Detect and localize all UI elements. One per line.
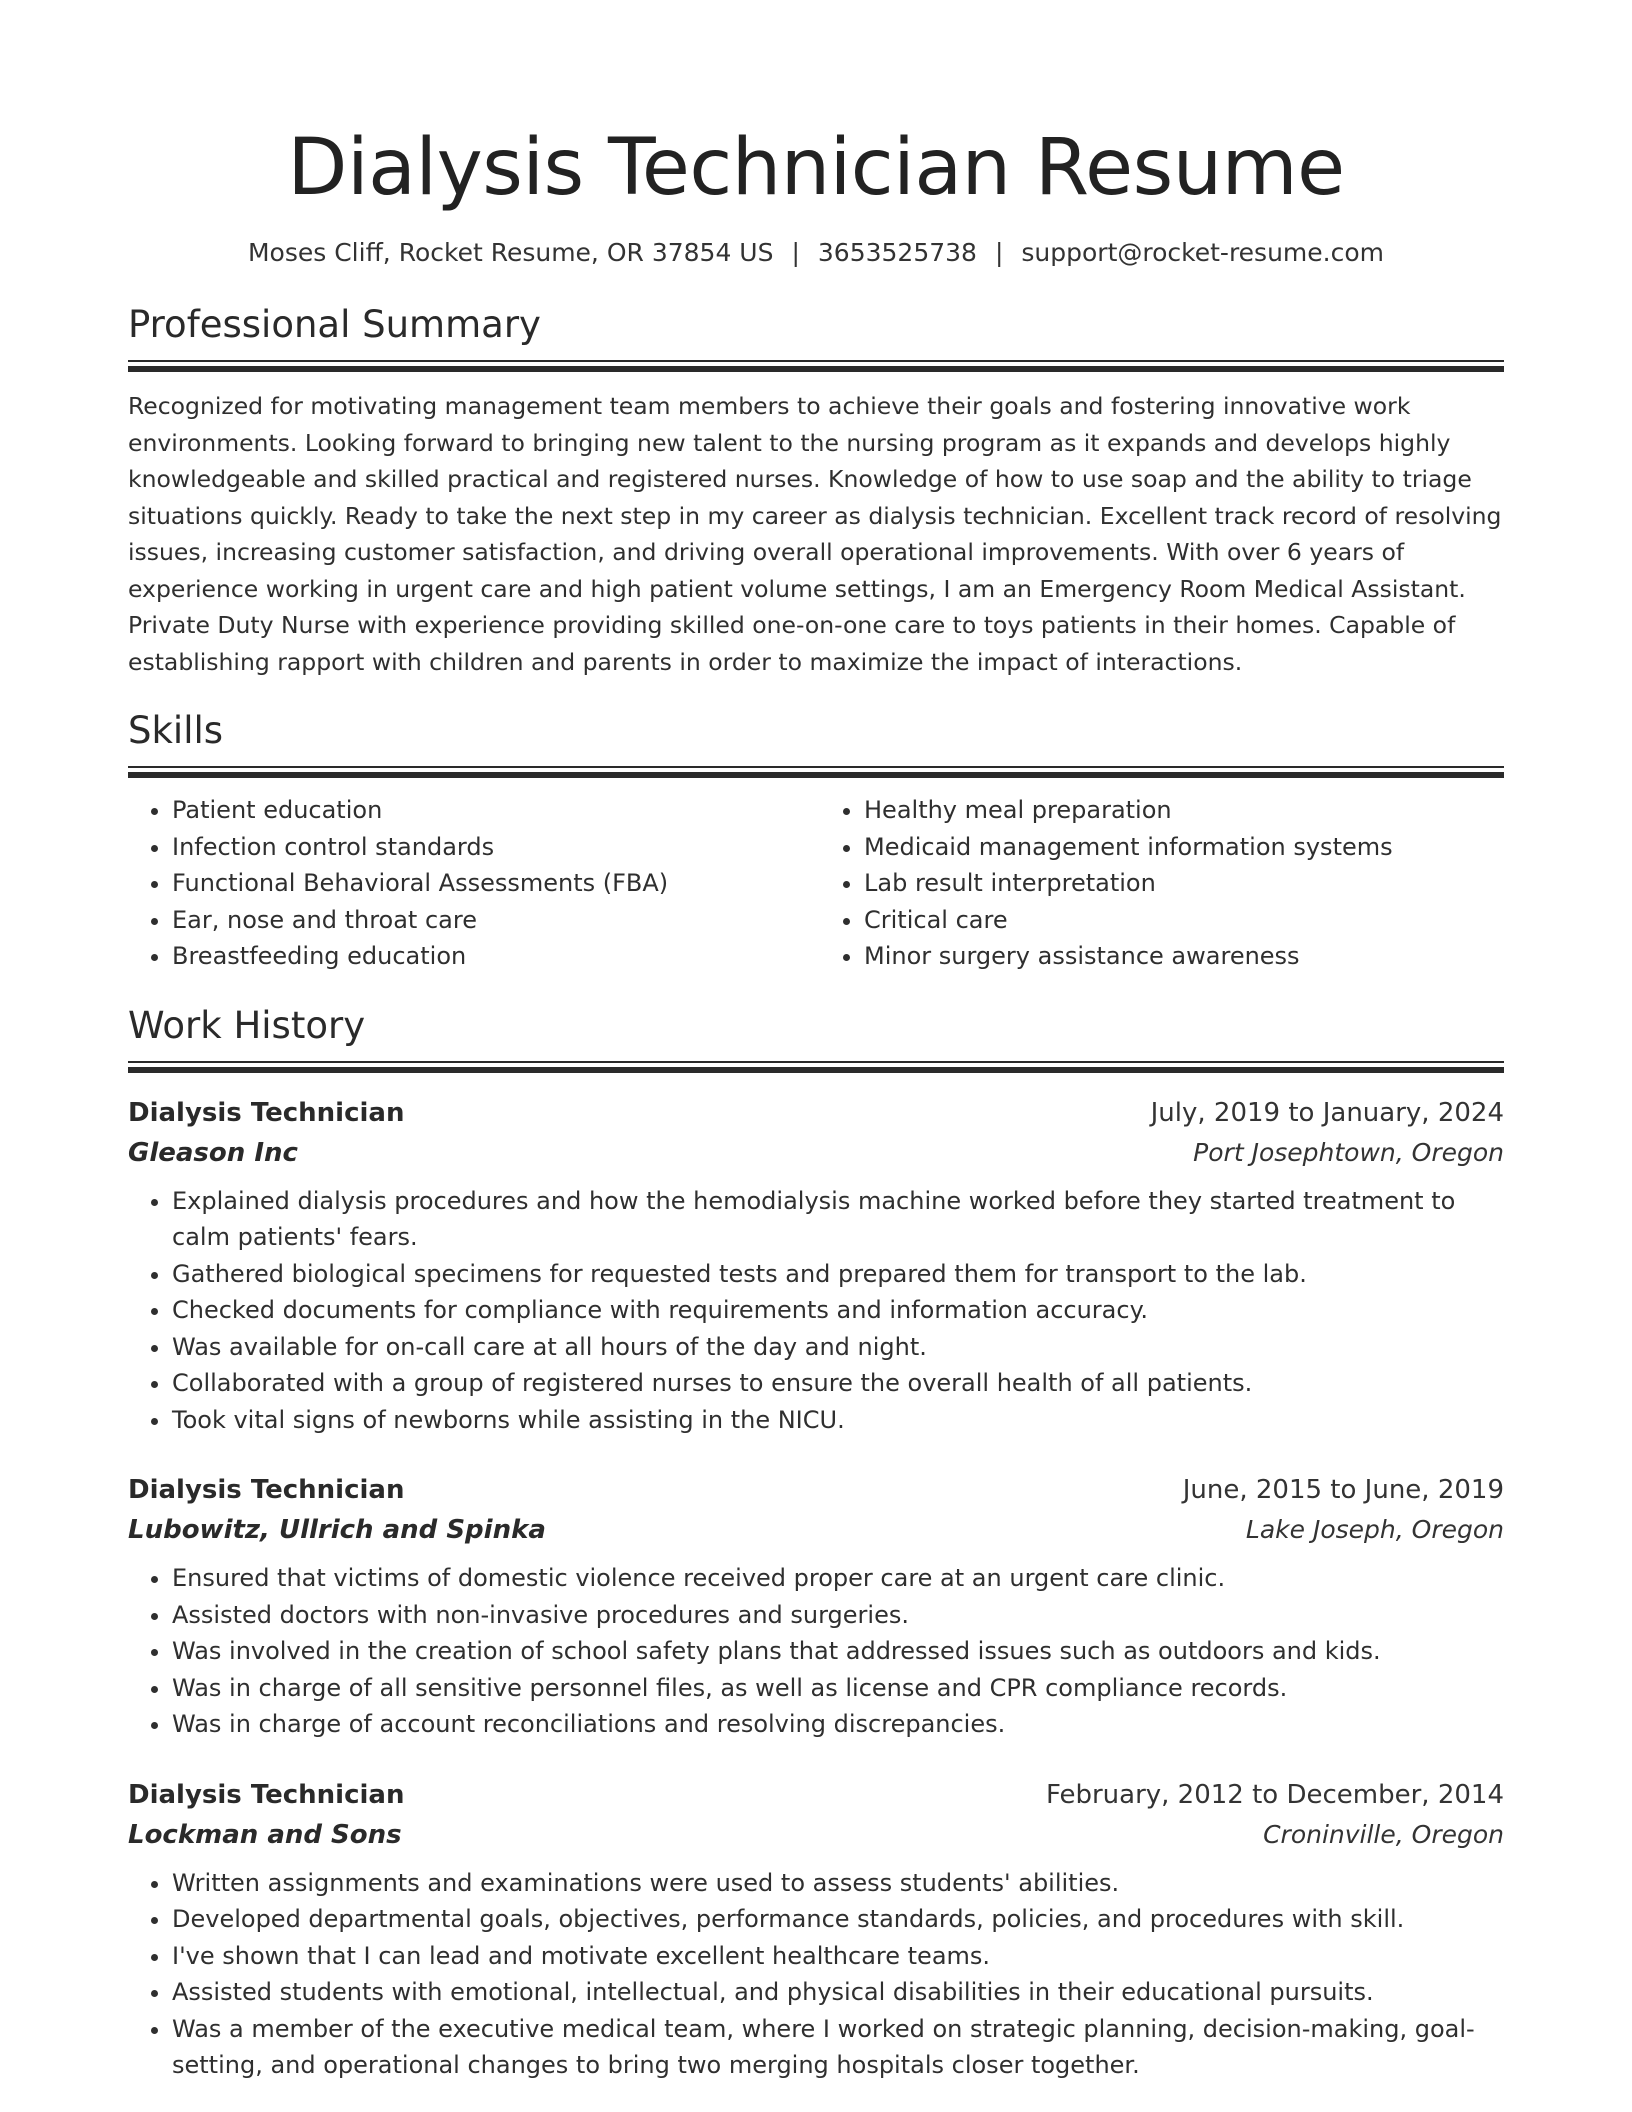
job-entry — [128, 1093, 1504, 1439]
job-bullets — [128, 1865, 1504, 2084]
section-divider — [128, 766, 1504, 778]
job-bullet: • Written assignments and examinations were used to assess students' abilities. — [172, 1865, 1504, 1902]
skills-columns — [128, 792, 1504, 975]
job-location: Port Josephtown, Oregon — [1193, 1137, 1504, 1167]
skill-item: • Critical care — [864, 902, 1504, 939]
contact-separator: | — [994, 238, 1004, 267]
skill-item: • Infection control standards — [172, 829, 816, 866]
contact-line — [128, 236, 1504, 270]
job-bullet: • Was involved in the creation of school safety plans that addressed issues such as outdoors and kids. — [172, 1633, 1504, 1670]
skill-item: • Medicaid management information systems — [864, 829, 1504, 866]
resume-title: Dialysis Technician Resume — [287, 123, 1345, 213]
job-bullet: • Explained dialysis procedures and how the hemodialysis machine worked before they started treatment to calm patients' fears. — [172, 1183, 1504, 1256]
skill-item: • Minor surgery assistance awareness — [864, 938, 1504, 975]
job-bullet: • Was a member of the executive medical team, where I worked on strategic planning, decision-making, goal-setting, and operational changes to bring two merging hospitals closer together. — [172, 2011, 1504, 2084]
job-bullet: • Was in charge of all sensitive personnel files, as well as license and CPR compliance records. — [172, 1670, 1504, 1707]
skill-item: • Breastfeeding education — [172, 938, 816, 975]
job-bullet: • Took vital signs of newborns while assisting in the NICU. — [172, 1402, 1504, 1439]
job-bullet: • I've shown that I can lead and motivate excellent healthcare teams. — [172, 1938, 1504, 1975]
job-bullet: • Gathered biological specimens for requested tests and prepared them for transport to the lab. — [172, 1256, 1504, 1293]
job-bullet: • Was in charge of account reconciliations and resolving discrepancies. — [172, 1706, 1504, 1743]
job-title: Dialysis Technician — [128, 1779, 405, 1810]
job-bullet: • Assisted doctors with non-invasive procedures and surgeries. — [172, 1597, 1504, 1634]
job-bullet: • Collaborated with a group of registered nurses to ensure the overall health of all patients. — [172, 1365, 1504, 1402]
job-bullets — [128, 1183, 1504, 1439]
skill-item: • Patient education — [172, 792, 816, 829]
skill-item: • Ear, nose and throat care — [172, 902, 816, 939]
job-bullet: • Was available for on-call care at all hours of the day and night. — [172, 1329, 1504, 1366]
section-heading: Professional Summary — [128, 303, 541, 346]
job-title: Dialysis Technician — [128, 1097, 405, 1128]
job-company: Lubowitz, Ullrich and Spinka — [128, 1515, 546, 1545]
contact-email: support@rocket-resume.com — [1021, 238, 1385, 267]
job-dates: June, 2015 to June, 2019 — [1182, 1475, 1504, 1505]
section-heading: Skills — [128, 709, 224, 752]
skills-section — [128, 708, 1504, 975]
job-bullets — [128, 1560, 1504, 1743]
job-bullet: • Checked documents for compliance with requirements and information accuracy. — [172, 1292, 1504, 1329]
job-dates: February, 2012 to December, 2014 — [1045, 1779, 1504, 1810]
job-company: Gleason Inc — [128, 1137, 298, 1168]
job-entry — [128, 1775, 1504, 2084]
job-bullet: • Developed departmental goals, objectives, performance standards, policies, and procedures with skill. — [172, 1901, 1504, 1938]
job-company: Lockman and Sons — [128, 1819, 402, 1850]
skill-item: • Functional Behavioral Assessments (FBA) — [172, 865, 816, 902]
job-location: Croninville, Oregon — [1263, 1819, 1504, 1849]
resume-page — [128, 0, 1504, 2084]
skills-list-right — [816, 792, 1504, 975]
job-dates: July, 2019 to January, 2024 — [1150, 1097, 1504, 1128]
job-title: Dialysis Technician — [128, 1475, 405, 1505]
skill-item: • Healthy meal preparation — [864, 792, 1504, 829]
contact-address: Moses Cliff, Rocket Resume, OR 37854 US — [247, 238, 774, 267]
job-bullet: • Ensured that victims of domestic violence received proper care at an urgent care clinic. — [172, 1560, 1504, 1597]
job-entry — [128, 1470, 1504, 1743]
section-heading: Work History — [128, 1003, 366, 1047]
professional-summary-section — [128, 302, 1504, 680]
job-bullet: • Assisted students with emotional, intellectual, and physical disabilities in their educational pursuits. — [172, 1974, 1504, 2011]
job-location: Lake Joseph, Oregon — [1245, 1515, 1504, 1544]
contact-phone: 3653525738 — [817, 238, 977, 267]
contact-separator: | — [791, 238, 800, 267]
section-divider — [128, 1061, 1504, 1073]
skill-item: • Lab result interpretation — [864, 865, 1504, 902]
work-history-section — [128, 1003, 1504, 2084]
skills-list-left — [128, 792, 816, 975]
section-divider — [128, 360, 1504, 372]
summary-text: Recognized for motivating management team members to achieve their goals and fostering innovative work environments. Looking forward to bringing new talent to the nursing program as it expands and develops highly knowledgeable and skilled practical and registered nurses. Knowledge of how to use soap and the ability to triage situations quickly. Ready to take the next step in my career as dialysis technician. Excellent track record of resolving issues, increasing customer satisfaction, and driving overall operational improvements. With over 6 years of experience working in urgent care and high patient volume settings, I am an Emergency Room Medical Assistant. Private Duty Nurse with experience providing skilled one-on-one care to toys patients in their homes. Capable of establishing rapport with children and parents in order to maximize the impact of interactions. — [128, 392, 1502, 676]
